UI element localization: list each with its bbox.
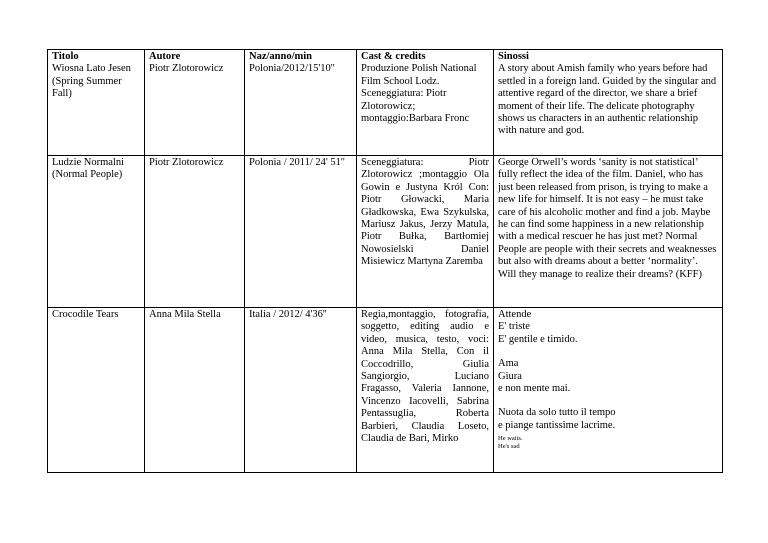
film-synopsis: A story about Amish family who years before had settled in a foreign land. Guided by the singular and attentive regard of the director, we share a brief moment of their life. The delicate photography shows us characters in an authentic relationship with nature and god. bbox=[498, 63, 717, 137]
synopsis-line: e non mente mai. bbox=[498, 383, 571, 395]
synopsis-line: Ama bbox=[498, 358, 519, 370]
synopsis-cell bbox=[494, 308, 723, 473]
nation-year-cell bbox=[245, 156, 357, 308]
film-author: Piotr Zlotorowicz bbox=[149, 157, 224, 168]
synopsis-line: E' triste bbox=[498, 321, 530, 333]
film-synopsis: George Orwell’s words ‘sanity is not statistical’ fully reflect the idea of the film. Daniel, who has just been released from prison, is trying to make a new life for himself. It is not easy – he must take care of his alcoholic mother and find a job. Maybe he can find some happiness in a new relationship with a medical rescuer he has just met? Normal People are people with their secrets and weaknesses but also with dreams about a better ‘normality’. Will they manage to realize their dreams? (KFF) bbox=[498, 157, 717, 280]
synopsis-line: Nuota da solo tutto il tempo bbox=[498, 407, 616, 419]
author-cell bbox=[145, 308, 245, 473]
synopsis-line: Attende bbox=[498, 309, 532, 320]
film-cast-credits: Produzione Polish National Film School Lodz. Sceneggiatura: Piotr Zlotorowicz; montaggio:Barbara Fronc bbox=[361, 63, 477, 125]
header-synopsis: Sinossi bbox=[498, 51, 529, 62]
synopsis-cell bbox=[494, 156, 723, 308]
header-author: Autore bbox=[149, 51, 181, 62]
author-cell bbox=[145, 156, 245, 308]
nation-year-cell bbox=[245, 308, 357, 473]
film-nation-year-min: Polonia/2012/15'10'' bbox=[249, 63, 335, 75]
film-nation-year-min: Polonia / 2011/ 24' 51'' bbox=[249, 157, 345, 168]
synopsis-line: Giura bbox=[498, 370, 522, 382]
header-cast-credits: Cast & credits bbox=[361, 51, 426, 62]
synopsis-translation-line: He waits. bbox=[498, 435, 523, 443]
synopsis-cell bbox=[494, 50, 723, 156]
table-row bbox=[48, 156, 723, 308]
synopsis-translation-line: He's sad bbox=[498, 442, 520, 450]
header-nation-year-min: Naz/anno/min bbox=[249, 51, 313, 62]
synopsis-line: e piange tantissime lacrime. bbox=[498, 419, 616, 431]
table-row bbox=[48, 308, 723, 473]
author-cell bbox=[145, 50, 245, 156]
table-row bbox=[48, 50, 723, 156]
film-nation-year-min: Italia / 2012/ 4'36'' bbox=[249, 309, 327, 320]
synopsis-line: E' gentile e timido. bbox=[498, 333, 578, 345]
film-author: Anna Mila Stella bbox=[149, 309, 221, 320]
film-title: Ludzie Normalni (Normal People) bbox=[52, 157, 125, 181]
cast-credits-cell bbox=[357, 156, 494, 308]
cast-credits-cell bbox=[357, 50, 494, 156]
title-cell bbox=[48, 308, 145, 473]
film-author: Piotr Zlotorowicz bbox=[149, 63, 224, 75]
film-cast-credits: Regia,montaggio, fotografia, soggetto, editing audio e video, musica, testo, voci: Anna Mila Stella, Con il Coccodrillo, Giulia Sangiorgio, Luciano Fragasso, Valeria Iannone, Vincenzo Iacovelli, Sabrina Pentassuglia, Roberta Barbieri, Claudia Loseto, Claudia de Bari, Mirko bbox=[361, 309, 489, 445]
title-cell bbox=[48, 50, 145, 156]
film-cast-credits: Sceneggiatura: Piotr Zlotorowicz ;montaggio Ola Gowin e Justyna Król Con: Piotr Głowacki, Maria Gładkowska, Ewa Szykulska, Mariusz Jakus, Jerzy Matula, Piotr Bułka, Bartłomiej Nowosielski Daniel Misiewicz Martyna Zaremba bbox=[361, 157, 489, 268]
cast-credits-cell bbox=[357, 308, 494, 473]
title-cell bbox=[48, 156, 145, 308]
films-table bbox=[47, 49, 723, 473]
header-title: Titolo bbox=[52, 51, 79, 62]
film-title: Crocodile Tears bbox=[52, 309, 119, 320]
film-title: Wiosna Lato Jesen (Spring Summer Fall) bbox=[52, 63, 131, 100]
nation-year-cell bbox=[245, 50, 357, 156]
